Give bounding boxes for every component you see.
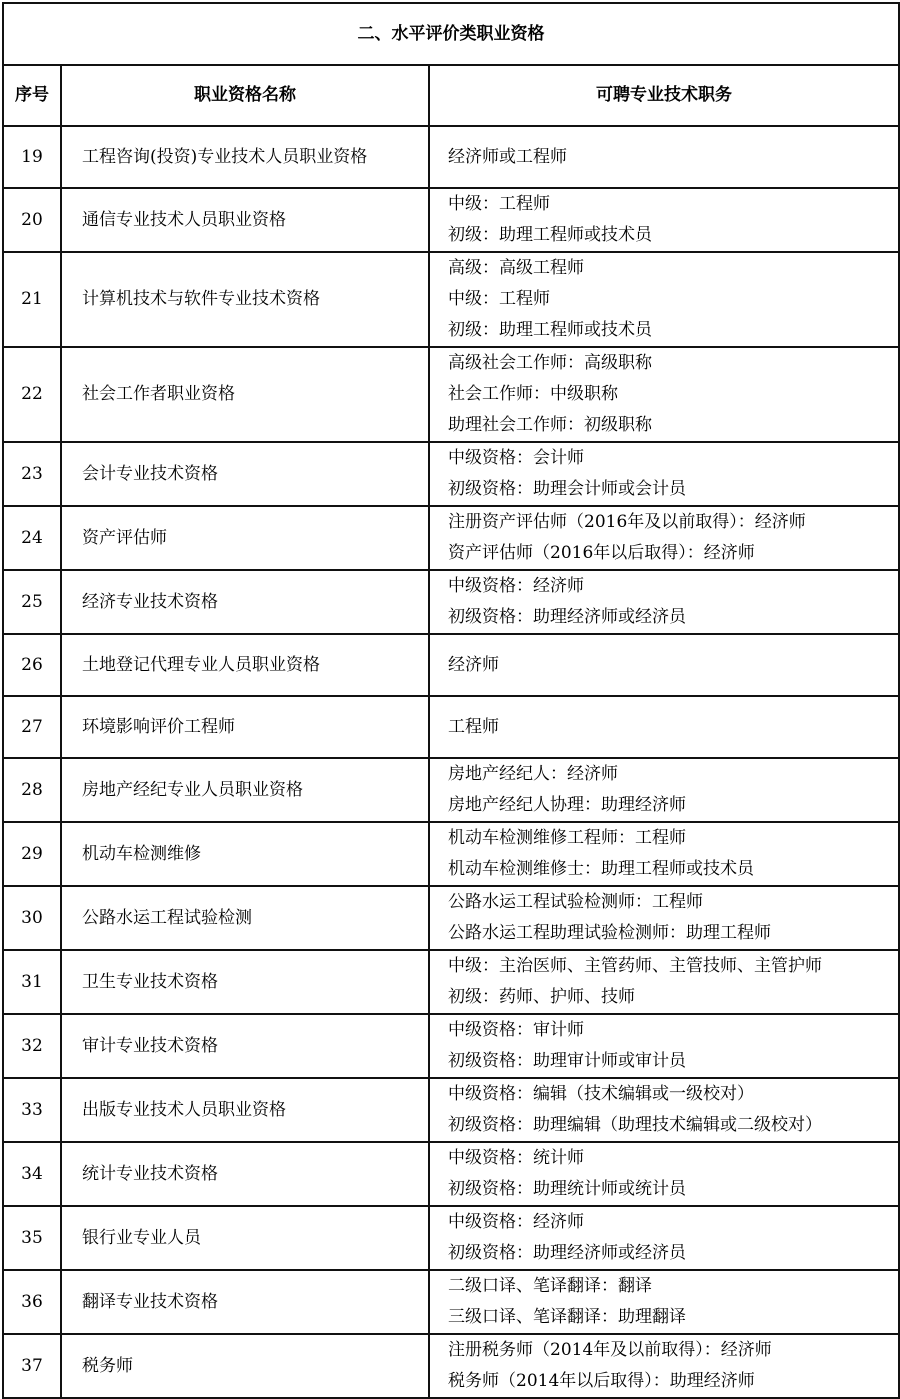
eligible-post-line: 初级资格：助理统计师或统计员: [448, 1179, 686, 1199]
eligible-post-line: 中级资格：审计师: [448, 1020, 584, 1040]
eligible-post-line: 中级：工程师: [448, 289, 550, 309]
eligible-post-line: 公路水运工程试验检测师：工程师: [448, 892, 703, 912]
table-row: [3, 1014, 899, 1078]
qualification-name: 公路水运工程试验检测: [61, 886, 429, 950]
eligible-post-line: 助理社会工作师：初级职称: [448, 415, 652, 435]
eligible-post-line: 高级：高级工程师: [448, 258, 584, 278]
eligible-post-line: 资产评估师（2016年以后取得）：经济师: [448, 543, 755, 563]
eligible-post-cell: [429, 758, 899, 822]
table-row: [3, 696, 899, 758]
eligible-post-line: 中级：主治医师、主管药师、主管技师、主管护师: [448, 956, 822, 976]
table-row: [3, 442, 899, 506]
qualification-name: 经济专业技术资格: [61, 570, 429, 634]
eligible-post-cell: [429, 1270, 899, 1334]
header-name: 职业资格名称: [61, 65, 429, 126]
qualification-name: 银行业专业人员: [61, 1206, 429, 1270]
eligible-post-line: 三级口译、笔译翻译：助理翻译: [448, 1307, 686, 1327]
qualification-name: 出版专业技术人员职业资格: [61, 1078, 429, 1142]
eligible-post-line: 经济师: [448, 654, 499, 675]
eligible-post-cell: [429, 822, 899, 886]
row-number: 37: [3, 1334, 61, 1398]
eligible-post-line: 社会工作师：中级职称: [448, 384, 618, 404]
qualification-name: 税务师: [61, 1334, 429, 1398]
eligible-post-line: 中级资格：经济师: [448, 1212, 584, 1232]
row-number: 28: [3, 758, 61, 822]
eligible-post-line: 初级：助理工程师或技术员: [448, 225, 652, 245]
table-title-row: [3, 3, 899, 65]
eligible-post-line: 公路水运工程助理试验检测师：助理工程师: [448, 923, 771, 943]
eligible-post-cell: [429, 1142, 899, 1206]
eligible-post-cell: [429, 886, 899, 950]
eligible-post-cell: [429, 696, 899, 758]
eligible-post-line: 中级资格：编辑（技术编辑或一级校对）: [448, 1084, 754, 1104]
eligible-post-cell: [429, 1078, 899, 1142]
eligible-post-line: 初级资格：助理经济师或经济员: [448, 607, 686, 627]
table-row: [3, 188, 899, 252]
row-number: 31: [3, 950, 61, 1014]
eligible-post-line: 中级资格：统计师: [448, 1148, 584, 1168]
table-row: [3, 1142, 899, 1206]
row-number: 34: [3, 1142, 61, 1206]
eligible-post-cell: [429, 126, 899, 188]
eligible-post-line: 中级资格：会计师: [448, 448, 584, 468]
row-number: 26: [3, 634, 61, 696]
table-row: [3, 950, 899, 1014]
eligible-post-cell: [429, 570, 899, 634]
table-row: [3, 126, 899, 188]
qualification-name: 通信专业技术人员职业资格: [61, 188, 429, 252]
qualification-name: 计算机技术与软件专业技术资格: [61, 252, 429, 347]
header-post: 可聘专业技术职务: [429, 65, 899, 126]
table-row: [3, 634, 899, 696]
qualification-name: 审计专业技术资格: [61, 1014, 429, 1078]
qualification-name: 工程咨询(投资)专业技术人员职业资格: [61, 126, 429, 188]
eligible-post-line: 高级社会工作师：高级职称: [448, 353, 652, 373]
qualification-name: 房地产经纪专业人员职业资格: [61, 758, 429, 822]
row-number: 24: [3, 506, 61, 570]
eligible-post-cell: [429, 188, 899, 252]
header-no: 序号: [3, 65, 61, 126]
eligible-post-cell: [429, 1206, 899, 1270]
table-row: [3, 1270, 899, 1334]
table-row: [3, 758, 899, 822]
eligible-post-line: 初级：助理工程师或技术员: [448, 320, 652, 340]
table-row: [3, 252, 899, 347]
eligible-post-cell: [429, 347, 899, 442]
qualification-table: [2, 2, 900, 1399]
qualification-name: 资产评估师: [61, 506, 429, 570]
qualification-name: 土地登记代理专业人员职业资格: [61, 634, 429, 696]
row-number: 36: [3, 1270, 61, 1334]
eligible-post-line: 工程师: [448, 716, 499, 737]
qualification-name: 会计专业技术资格: [61, 442, 429, 506]
row-number: 25: [3, 570, 61, 634]
table-row: [3, 886, 899, 950]
eligible-post-line: 二级口译、笔译翻译：翻译: [448, 1276, 652, 1296]
table-row: [3, 570, 899, 634]
eligible-post-cell: [429, 252, 899, 347]
eligible-post-cell: [429, 950, 899, 1014]
eligible-post-cell: [429, 506, 899, 570]
table-header-row: [3, 65, 899, 126]
row-number: 22: [3, 347, 61, 442]
row-number: 23: [3, 442, 61, 506]
table-row: [3, 1334, 899, 1398]
qualification-name: 机动车检测维修: [61, 822, 429, 886]
qualification-name: 统计专业技术资格: [61, 1142, 429, 1206]
row-number: 19: [3, 126, 61, 188]
qualification-name: 卫生专业技术资格: [61, 950, 429, 1014]
qualification-name: 环境影响评价工程师: [61, 696, 429, 758]
eligible-post-line: 初级资格：助理编辑（助理技术编辑或二级校对）: [448, 1115, 822, 1135]
eligible-post-cell: [429, 442, 899, 506]
eligible-post-line: 初级资格：助理经济师或经济员: [448, 1243, 686, 1263]
row-number: 33: [3, 1078, 61, 1142]
table-row: [3, 1206, 899, 1270]
table-row: [3, 1078, 899, 1142]
eligible-post-cell: [429, 634, 899, 696]
eligible-post-line: 房地产经纪人协理：助理经济师: [448, 795, 686, 815]
eligible-post-line: 房地产经纪人：经济师: [448, 764, 618, 784]
eligible-post-line: 机动车检测维修士：助理工程师或技术员: [448, 859, 754, 879]
row-number: 27: [3, 696, 61, 758]
table-row: [3, 347, 899, 442]
table-row: [3, 822, 899, 886]
eligible-post-cell: [429, 1334, 899, 1398]
eligible-post-line: 注册资产评估师（2016年及以前取得）：经济师: [448, 512, 806, 532]
eligible-post-line: 初级：药师、护师、技师: [448, 987, 635, 1007]
row-number: 32: [3, 1014, 61, 1078]
qualification-name: 翻译专业技术资格: [61, 1270, 429, 1334]
row-number: 20: [3, 188, 61, 252]
row-number: 35: [3, 1206, 61, 1270]
table-row: [3, 506, 899, 570]
eligible-post-line: 中级：工程师: [448, 194, 550, 214]
qualification-name: 社会工作者职业资格: [61, 347, 429, 442]
eligible-post-line: 初级资格：助理审计师或审计员: [448, 1051, 686, 1071]
eligible-post-line: 机动车检测维修工程师：工程师: [448, 828, 686, 848]
row-number: 30: [3, 886, 61, 950]
row-number: 29: [3, 822, 61, 886]
eligible-post-line: 经济师或工程师: [448, 146, 567, 167]
table-title: 二、水平评价类职业资格: [3, 3, 899, 65]
eligible-post-line: 注册税务师（2014年及以前取得）：经济师: [448, 1340, 772, 1360]
table-body: [3, 126, 899, 1398]
eligible-post-line: 中级资格：经济师: [448, 576, 584, 596]
eligible-post-cell: [429, 1014, 899, 1078]
eligible-post-line: 税务师（2014年以后取得）：助理经济师: [448, 1371, 755, 1391]
row-number: 21: [3, 252, 61, 347]
eligible-post-line: 初级资格：助理会计师或会计员: [448, 479, 686, 499]
